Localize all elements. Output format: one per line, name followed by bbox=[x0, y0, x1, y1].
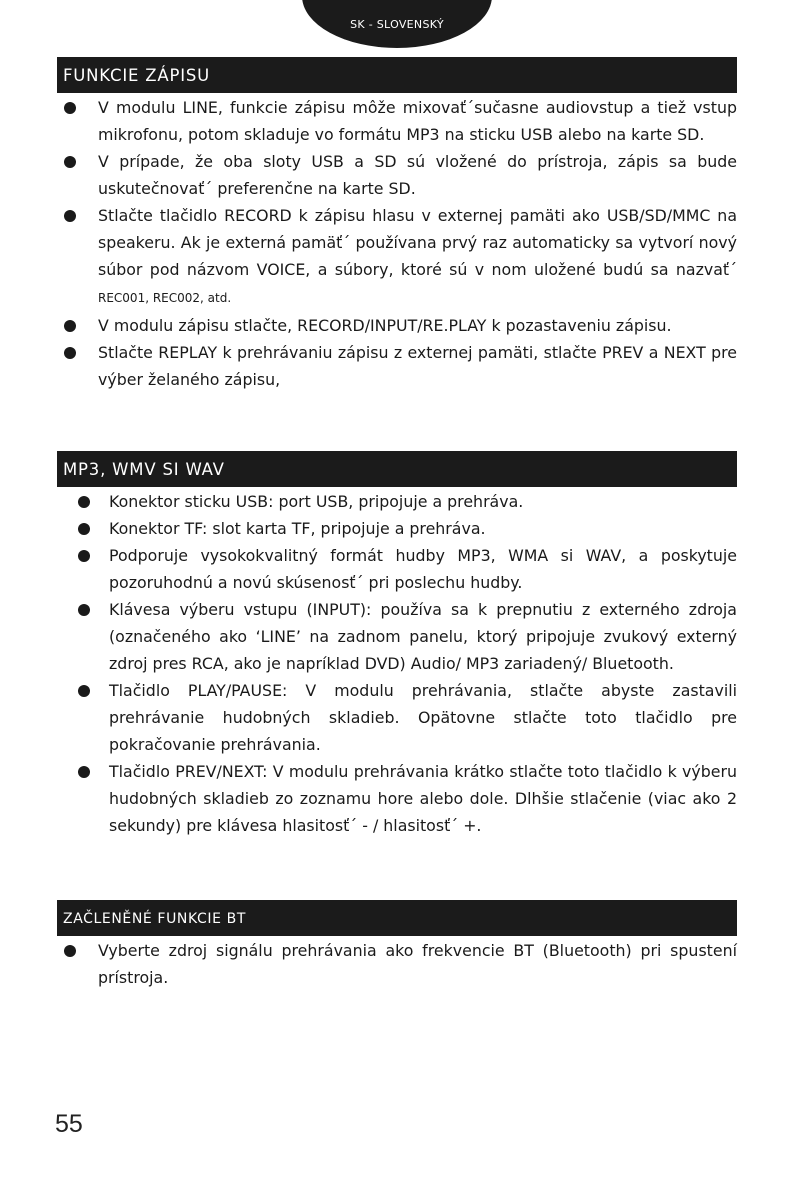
bullet-icon bbox=[78, 496, 90, 508]
bullet-icon bbox=[78, 766, 90, 778]
bullet-icon bbox=[78, 604, 90, 616]
list-item: Konektor sticku USB: port USB, pripojuje a prehráva. bbox=[57, 488, 737, 515]
recording-functions-list bbox=[57, 94, 737, 393]
bt-functions-list bbox=[57, 937, 737, 991]
bullet-icon bbox=[78, 550, 90, 562]
bullet-icon bbox=[64, 210, 76, 222]
bullet-icon bbox=[64, 156, 76, 168]
bullet-icon bbox=[78, 523, 90, 535]
list-item: Tlačidlo PLAY/PAUSE: V modulu prehrávania, stlačte abyste zastavili prehrávanie hudobných skladieb. Opätovne stlačte toto tlačidlo pre pokračovanie prehrávania. bbox=[57, 677, 737, 758]
list-item: Klávesa výberu vstupu (INPUT): používa sa k prepnutiu z externého zdroja (označeného ako ‘LINE’ na zadnom panelu, ktorý pripojuje zvukový externý zdroj pres RCA, ako je napríklad DVD) Audio/ MP3 zariadený/ Bluetooth. bbox=[57, 596, 737, 677]
section-heading-mp3-wmv-wav: MP3, WMV SI WAV bbox=[57, 451, 737, 487]
list-item: V modulu zápisu stlačte, RECORD/INPUT/RE.PLAY k pozastaveniu zápisu. bbox=[57, 312, 737, 339]
section-heading-bt-functions: ZAČLENĚNÉ FUNKCIE BT bbox=[57, 900, 737, 936]
list-item: Stlačte tlačidlo RECORD k zápisu hlasu v externej pamäti ako USB/SD/MMC na speakeru. Ak je externá pamäť´ používana prvý raz automaticky sa vytvorí nový súbor pod názvom VOICE, a súbory, ktoré sú v nom uložené budú sa nazvať´ REC001, REC002, atd. bbox=[57, 202, 737, 312]
language-tab-label: SK - SLOVENSKÝ bbox=[350, 18, 444, 31]
list-item: Tlačidlo PREV/NEXT: V modulu prehrávania krátko stlačte toto tlačidlo k výberu hudobných skladieb zo zoznamu hore alebo dole. Dlhšie stlačenie (viac ako 2 sekundy) pre klávesa hlasitosť´ - / hlasitosť´ +. bbox=[57, 758, 737, 839]
list-item: Konektor TF: slot karta TF, pripojuje a prehráva. bbox=[57, 515, 737, 542]
bullet-icon bbox=[64, 347, 76, 359]
section-heading-recording: FUNKCIE ZÁPISU bbox=[57, 57, 737, 93]
playback-formats-list bbox=[57, 488, 737, 839]
bullet-icon bbox=[64, 102, 76, 114]
page-number: 55 bbox=[55, 1110, 83, 1138]
list-item: V prípade, že oba sloty USB a SD sú vložené do prístroja, zápis sa bude uskutečnovať´ preferenčne na karte SD. bbox=[57, 148, 737, 202]
bullet-icon bbox=[64, 320, 76, 332]
list-item: V modulu LINE, funkcie zápisu môže mixovať´sučasne audiovstup a tiež vstup mikrofonu, potom skladuje vo formátu MP3 na sticku USB alebo na karte SD. bbox=[57, 94, 737, 148]
bullet-icon bbox=[64, 945, 76, 957]
list-item: Stlačte REPLAY k prehrávaniu zápisu z externej pamäti, stlačte PREV a NEXT pre výber želaného zápisu, bbox=[57, 339, 737, 393]
list-item: Podporuje vysokokvalitný formát hudby MP3, WMA si WAV, a poskytuje pozoruhodnú a novú skúsenosť´ pri poslechu hudby. bbox=[57, 542, 737, 596]
file-name-examples: REC001, REC002, atd. bbox=[98, 291, 232, 305]
list-item: Vyberte zdroj signálu prehrávania ako frekvencie BT (Bluetooth) pri spustení prístroja. bbox=[57, 937, 737, 991]
bullet-icon bbox=[78, 685, 90, 697]
